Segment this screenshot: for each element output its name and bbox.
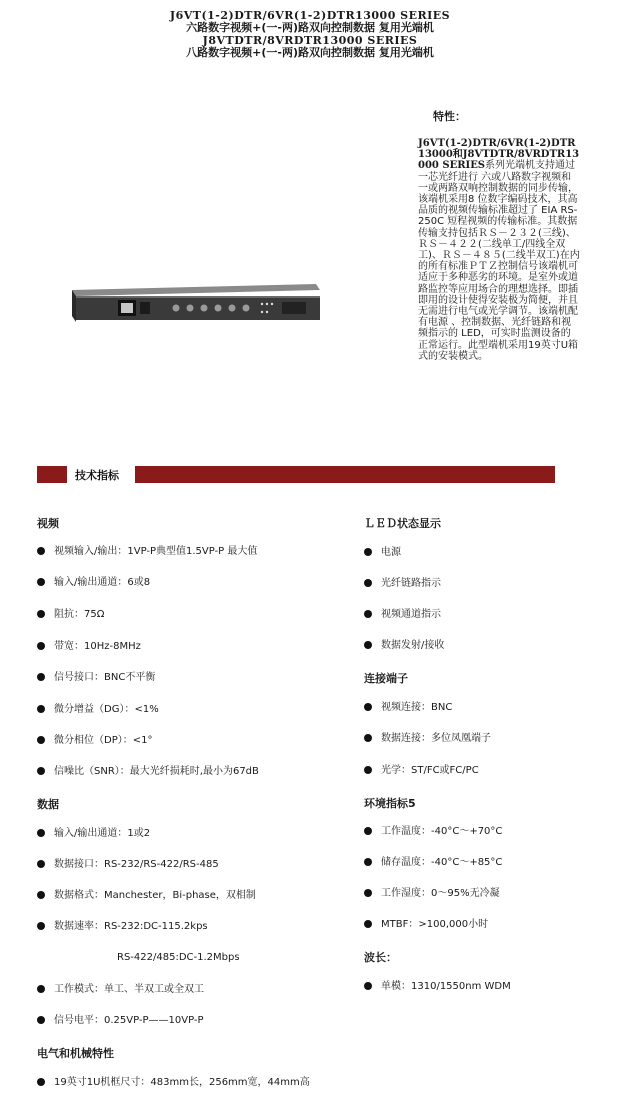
- list-item: 信号接口：BNC不平衡: [37, 671, 155, 685]
- video-section-title: 视频: [37, 517, 59, 530]
- list-item: 带宽：10Hz-8MHz: [37, 640, 141, 654]
- list-item: 输入/输出通道：6或8: [37, 576, 150, 590]
- list-item: 输入/输出通道：1或2: [37, 827, 150, 841]
- title-series-8: J8VTDTR/8VRDTR13000 SERIES: [202, 34, 418, 47]
- environment-section-title: 环境指标5: [364, 797, 416, 810]
- features-lead: J6VT(1-2)DTR/6VR(1-2)DTR13000和J8VTDTR/8VRDTR13000 SERIES: [418, 138, 580, 172]
- title-series-6: J6VT(1-2)DTR/6VR(1-2)DTR13000 SERIES: [169, 9, 451, 22]
- features-paragraph: [418, 138, 580, 362]
- list-item: 数据连接：多位凤凰端子: [364, 732, 491, 746]
- list-item: 储存温度：-40°C～+85°C: [364, 856, 502, 870]
- features-heading: 特性：: [433, 110, 466, 123]
- list-item: MTBF：>100,000小时: [364, 918, 488, 932]
- list-item: 视频通道指示: [364, 608, 441, 622]
- list-item: 阻抗：75Ω: [37, 608, 104, 622]
- list-item: 工作温度：-40°C～+70°C: [364, 825, 502, 839]
- list-item: 电源: [364, 546, 401, 560]
- list-item: 工作模式：单工、半双工或全双工: [37, 983, 204, 997]
- title-desc-6: 六路数字视频+(一-两)路双向控制数据 复用光端机: [186, 21, 434, 34]
- list-item: 数据接口：RS-232/RS-422/RS-485: [37, 858, 219, 872]
- led-section-title: ＬＥＤ状态显示: [364, 517, 441, 530]
- spec-section-label: 技术指标: [75, 469, 119, 482]
- data-section-title: 数据: [37, 798, 59, 811]
- wavelength-section-title: 波长：: [364, 951, 397, 964]
- list-item: 信号电平：0.25VP-P——10VP-P: [37, 1014, 204, 1028]
- list-item: 光纤链路指示: [364, 577, 441, 591]
- list-item: 数据速率：RS-232:DC-115.2kps: [37, 920, 208, 934]
- connector-section-title: 连接端子: [364, 672, 408, 685]
- list-item: 光学：ST/FC或FC/PC: [364, 764, 479, 778]
- title-desc-8: 八路数字视频+(一-两)路双向控制数据 复用光端机: [186, 46, 434, 59]
- list-item: 视频输入/输出：1VP-P典型值1.5VP-P 最大值: [37, 545, 257, 559]
- list-item: 工作湿度：0～95%无冷凝: [364, 887, 500, 901]
- list-item: 数据格式：Manchester，Bi-phase，双相制: [37, 889, 256, 903]
- list-item-continuation: RS-422/485:DC-1.2Mbps: [117, 952, 240, 963]
- list-item: 信噪比（SNR）：最大光纤损耗时,最小为67dB: [37, 765, 259, 779]
- spec-section-bar: [37, 466, 555, 483]
- list-item: 单模：1310/1550nm WDM: [364, 980, 511, 994]
- list-item: 19英寸1U机框尺寸：483mm长，256mm宽，44mm高: [37, 1076, 310, 1090]
- device-image: [66, 282, 322, 322]
- electrical-section-title: 电气和机械特性: [37, 1047, 114, 1060]
- list-item: 数据发射/接收: [364, 639, 444, 653]
- list-item: 微分增益（DG）：<1%: [37, 703, 159, 717]
- features-body: 系列光端机支持通过一芯光纤进行 六或八路数字视频和一或两路双响控制数据的同步传输，该端机采用8 位数字编码技术，其高品质的视频传输标准超过了 EIA RS-250C 短程视频的传输标准。其数据传输支持包括ＲＳ－２３２(三线)、ＲＳ－４２２(二线单工/四线全双工)、ＲＳ－４８５(二线半双工)在内的所有标准ＰＴＺ控制信号该端机可适应于多种恶劣的环境。是室外或道路监控等应用场合的理想选择。即插即用的设计使得安装极为简便，并且无需进行电气或光学调节。该端机配有电源 、控制数据、光纤链路和视频指示的 LED，可实时监测设备的正常运行。此型端机采用19英寸U箱式的安装模式。: [418, 160, 580, 362]
- list-item: 视频连接：BNC: [364, 701, 452, 715]
- list-item: 微分相位（DP）：<1°: [37, 734, 152, 748]
